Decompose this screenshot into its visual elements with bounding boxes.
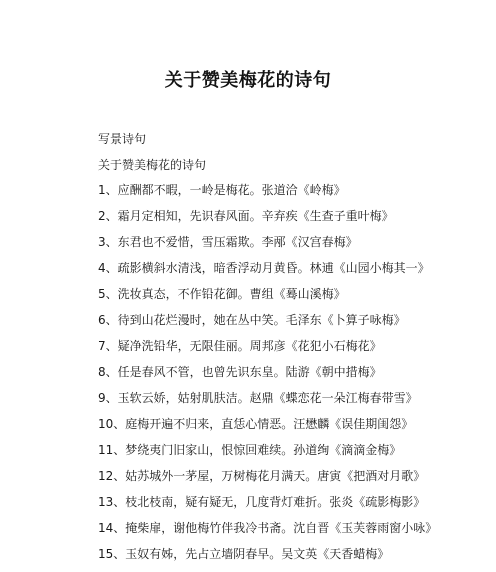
poem-line: 14、掩柴扉，谢他梅竹伴我冷书斋。沈自晋《玉芙蓉雨窗小咏》 [98,521,438,535]
section-subtitle: 关于赞美梅花的诗句 [98,158,207,172]
poem-line: 12、姑苏城外一茅屋，万树梅花月满天。唐寅《把酒对月歌》 [98,469,426,483]
poem-line: 3、东君也不爱惜，雪压霜欺。李邴《汉宫春梅》 [98,235,358,249]
section-label: 写景诗句 [98,132,147,146]
poem-line: 6、待到山花烂漫时，她在丛中笑。毛泽东《卜算子咏梅》 [98,313,406,327]
document-title: 关于赞美梅花的诗句 [164,70,332,91]
poem-line: 11、梦绕夷门旧家山，恨惊回难续。孙道绚《滴滴金梅》 [98,443,402,457]
poem-line: 8、任是春风不管，也曾先识东皇。陆游《朝中措梅》 [98,365,382,379]
poem-line: 1、应酬都不暇，一岭是梅花。张道洽《岭梅》 [98,183,346,197]
poem-line: 15、玉奴有姊，先占立墙阴春早。吴文英《天香蜡梅》 [98,547,390,561]
poem-line: 5、洗妆真态，不作铅花御。曹组《蓦山溪梅》 [98,287,346,301]
poem-line-list [98,182,437,572]
poem-line: 4、疏影横斜水清浅，暗香浮动月黄昏。林逋《山园小梅其一》 [98,261,430,275]
poem-line: 2、霜月定相知，先识春风面。辛弃疾《生查子重叶梅》 [98,209,394,223]
poem-line: 9、玉软云娇，姑射肌肤洁。赵鼎《蝶恋花一朵江梅春带雪》 [98,391,418,405]
poem-line: 13、枝北枝南，疑有疑无，几度背灯难折。张炎《疏影梅影》 [98,495,426,509]
poem-line: 7、疑净洗铅华，无限佳丽。周邦彦《花犯小石梅花》 [98,339,382,353]
poem-line: 10、庭梅开遍不归来，直恁心情恶。汪懋麟《误佳期闺怨》 [98,417,414,431]
